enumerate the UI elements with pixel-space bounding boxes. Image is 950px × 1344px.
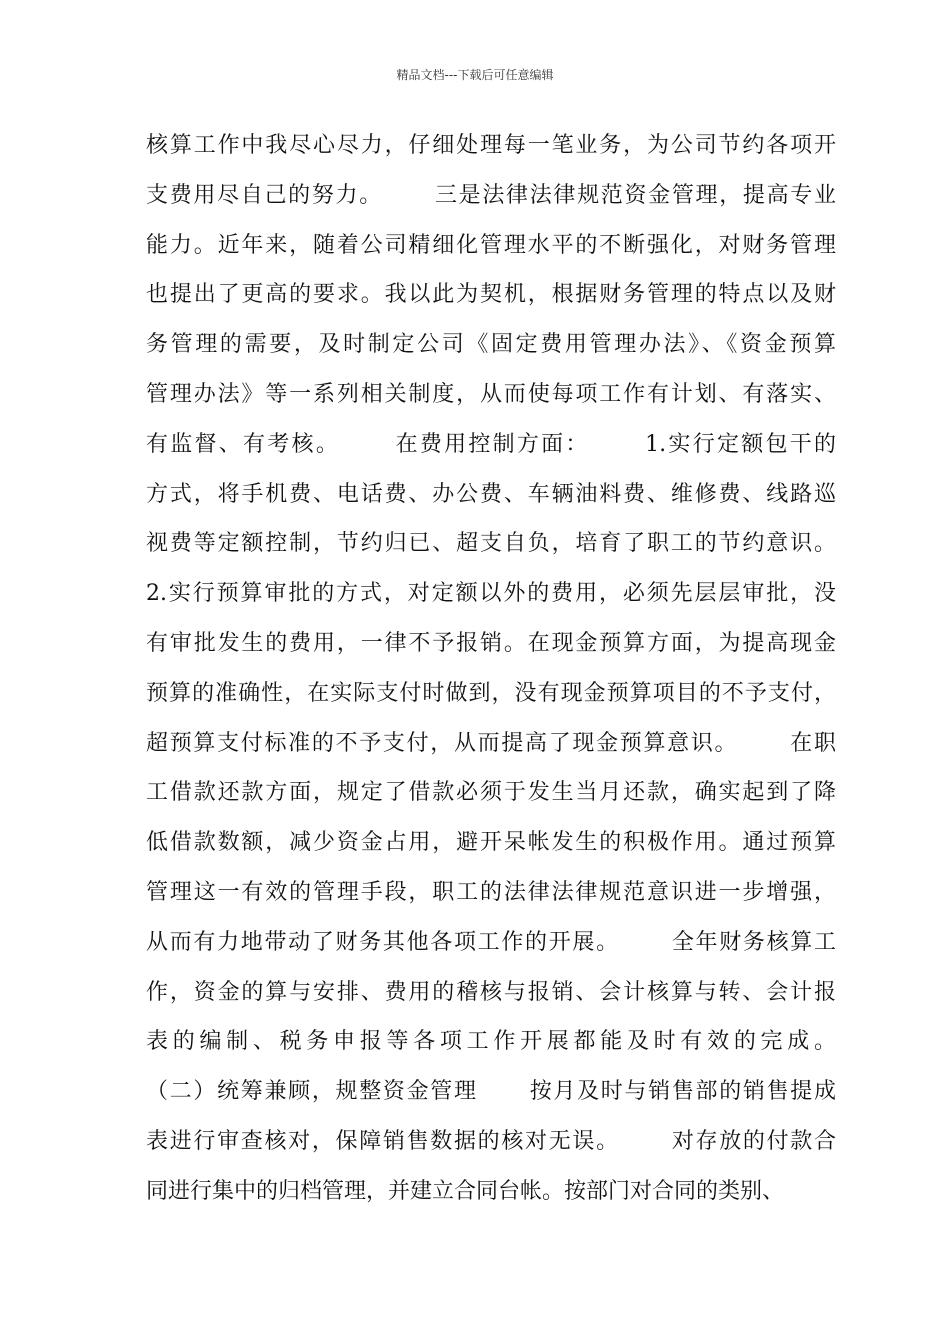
body-text <box>146 126 836 1222</box>
text-line: 务管理的需要，及时制定公司《固定费用管理办法》、《资金预算 <box>146 332 836 358</box>
text-line: 超预算支付标准的不予支付，从而提高了现金预算意识。 在职 <box>146 730 836 756</box>
text-line: （二）统筹兼顾，规整资金管理 按月及时与销售部的销售提成 <box>146 1079 836 1105</box>
text-line: 也提出了更高的要求。我以此为契机，根据财务管理的特点以及财 <box>146 282 836 308</box>
text-line: 方式，将手机费、电话费、办公费、车辆油料费、维修费、线路巡 <box>146 481 836 507</box>
text-line: 作，资金的算与安排、费用的稽核与报销、会计核算与转、会计报 <box>146 979 836 1005</box>
text-line: 核算工作中我尽心尽力，仔细处理每一笔业务，为公司节约各项开 <box>146 133 836 158</box>
text-line: 2.实行预算审批的方式，对定额以外的费用，必须先层层审批，没 <box>146 581 836 607</box>
text-line: 从而有力地带动了财务其他各项工作的开展。 全年财务核算工 <box>146 929 836 955</box>
text-line: 表进行审查核对，保障销售数据的核对无误。 对存放的付款合 <box>146 1128 836 1154</box>
text-line: 管理办法》等一系列相关制度，从而使每项工作有计划、有落实、 <box>146 381 836 407</box>
page-header: 精品文档---下载后可任意编辑 <box>396 68 554 82</box>
text-line: 有审批发生的费用，一律不予报销。在现金预算方面，为提高现金 <box>146 630 836 656</box>
text-line: 低借款数额，减少资金占用，避开呆帐发生的积极作用。通过预算 <box>146 830 836 856</box>
text-line: 有监督、有考核。 在费用控制方面： 1.实行定额包干的 <box>146 431 836 457</box>
text-line: 能力。近年来，随着公司精细化管理水平的不断强化，对财务管理 <box>146 232 836 258</box>
text-line: 工借款还款方面，规定了借款必须于发生当月还款，确实起到了降 <box>146 780 836 806</box>
text-line: 支费用尽自己的努力。 三是法律法律规范资金管理，提高专业 <box>146 182 836 208</box>
text-line: 管理这一有效的管理手段，职工的法律法律规范意识进一步增强， <box>146 879 836 905</box>
text-line: 视费等定额控制，节约归已、超支自负，培育了职工的节约意识。 <box>146 531 836 557</box>
text-line: 同进行集中的归档管理，并建立合同台帐。按部门对合同的类别、 <box>146 1178 785 1204</box>
text-line: 表的编制、税务申报等各项工作开展都能及时有效的完成。 <box>146 1029 836 1055</box>
text-line: 预算的准确性，在实际支付时做到，没有现金预算项目的不予支付， <box>146 680 836 706</box>
